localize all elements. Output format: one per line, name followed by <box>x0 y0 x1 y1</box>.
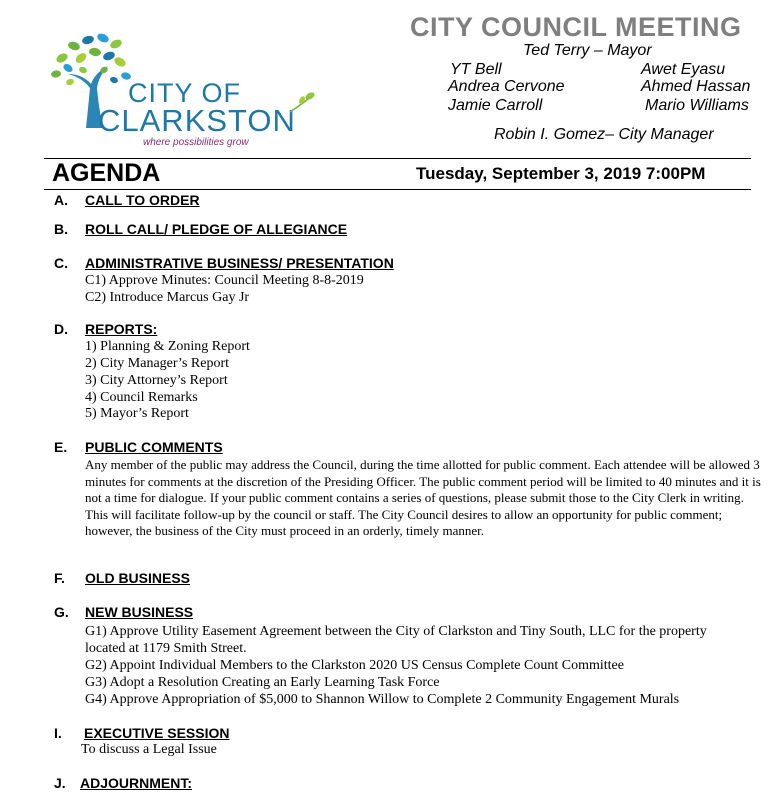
council-member: Ahmed Hassan <box>641 78 751 95</box>
section-letter: J. <box>54 775 66 791</box>
section-letter: A. <box>54 192 68 208</box>
section-heading-public-comments: PUBLIC COMMENTS <box>85 439 223 455</box>
logo-clarkston: CLARKSTON <box>98 103 296 138</box>
report-item: 4) Council Remarks <box>85 390 198 405</box>
bottom-rule <box>44 189 751 190</box>
section-heading-reports: REPORTS: <box>85 321 158 337</box>
agenda-item: C2) Introduce Marcus Gay Jr <box>85 290 250 305</box>
council-member: YT Bell <box>450 61 502 78</box>
section-letter: G. <box>54 604 69 620</box>
section-heading-admin-business: ADMINISTRATIVE BUSINESS/ PRESENTATION <box>85 255 394 271</box>
city-logo <box>48 30 318 155</box>
agenda-label: AGENDA <box>52 159 161 187</box>
section-heading-new-business: NEW BUSINESS <box>85 604 194 620</box>
city-manager-line: Robin I. Gomez– City Manager <box>494 126 714 143</box>
agenda-item: G1) Approve Utility Easement Agreement between the City of Clarkston and Tiny South, LLC for the property <box>85 624 707 639</box>
section-letter: C. <box>54 255 68 271</box>
agenda-item: G4) Approve Appropriation of $5,000 to Shannon Willow to Complete 2 Community Engagement Murals <box>85 692 680 707</box>
council-member: Awet Eyasu <box>641 61 726 78</box>
council-member: Jamie Carroll <box>448 97 543 114</box>
agenda-item: G3) Adopt a Resolution Creating an Early Learning Task Force <box>85 675 440 690</box>
logo-city-of: CITY OF <box>128 78 242 108</box>
section-heading-adjournment: ADJOURNMENT: <box>80 775 192 791</box>
section-letter: I. <box>54 725 62 741</box>
section-letter: D. <box>54 321 68 337</box>
logo-tagline: where possibilities grow <box>143 137 249 148</box>
section-heading-roll-call: ROLL CALL/ PLEDGE OF ALLEGIANCE <box>85 221 348 237</box>
section-letter: F. <box>54 570 65 586</box>
council-member: Andrea Cervone <box>448 78 565 95</box>
report-item: 2) City Manager’s Report <box>85 356 229 371</box>
section-letter: E. <box>54 439 68 455</box>
mayor-line: Ted Terry – Mayor <box>523 42 652 59</box>
leaf-sprig-icon <box>288 90 318 114</box>
agenda-item: To discuss a Legal Issue <box>81 742 217 757</box>
meeting-title: CITY COUNCIL MEETING <box>410 12 742 42</box>
council-member: Mario Williams <box>645 97 749 114</box>
report-item: 3) City Attorney’s Report <box>85 373 228 388</box>
section-letter: B. <box>54 221 68 237</box>
report-item: 1) Planning & Zoning Report <box>85 339 250 354</box>
meeting-date-time: Tuesday, September 3, 2019 7:00PM <box>416 164 706 183</box>
agenda-item: located at 1179 Smith Street. <box>85 641 247 656</box>
agenda-item: G2) Appoint Individual Members to the Clarkston 2020 US Census Complete Count Committee <box>85 658 624 673</box>
public-comments-text: Any member of the public may address the Council, during the time allotted for public comment. Each attendee will be allowed 3 minutes for comments at the discretion of the Presiding Officer. The public comment period will be limited to 40 minutes and it is not a time for dialogue. If your public comment contains a series of questions, please submit those to the City Clerk in writing. This will facilitate follow-up by the council or staff. The City Council desires to allow an opportunity for public comment; however, the business of the City must proceed in an orderly, timely manner. <box>85 457 761 538</box>
section-heading-call-to-order: CALL TO ORDER <box>85 192 200 208</box>
section-heading-executive-session: EXECUTIVE SESSION <box>84 725 230 741</box>
section-heading-old-business: OLD BUSINESS <box>85 570 191 586</box>
report-item: 5) Mayor’s Report <box>85 406 189 421</box>
agenda-item: C1) Approve Minutes: Council Meeting 8-8-2019 <box>85 273 364 288</box>
